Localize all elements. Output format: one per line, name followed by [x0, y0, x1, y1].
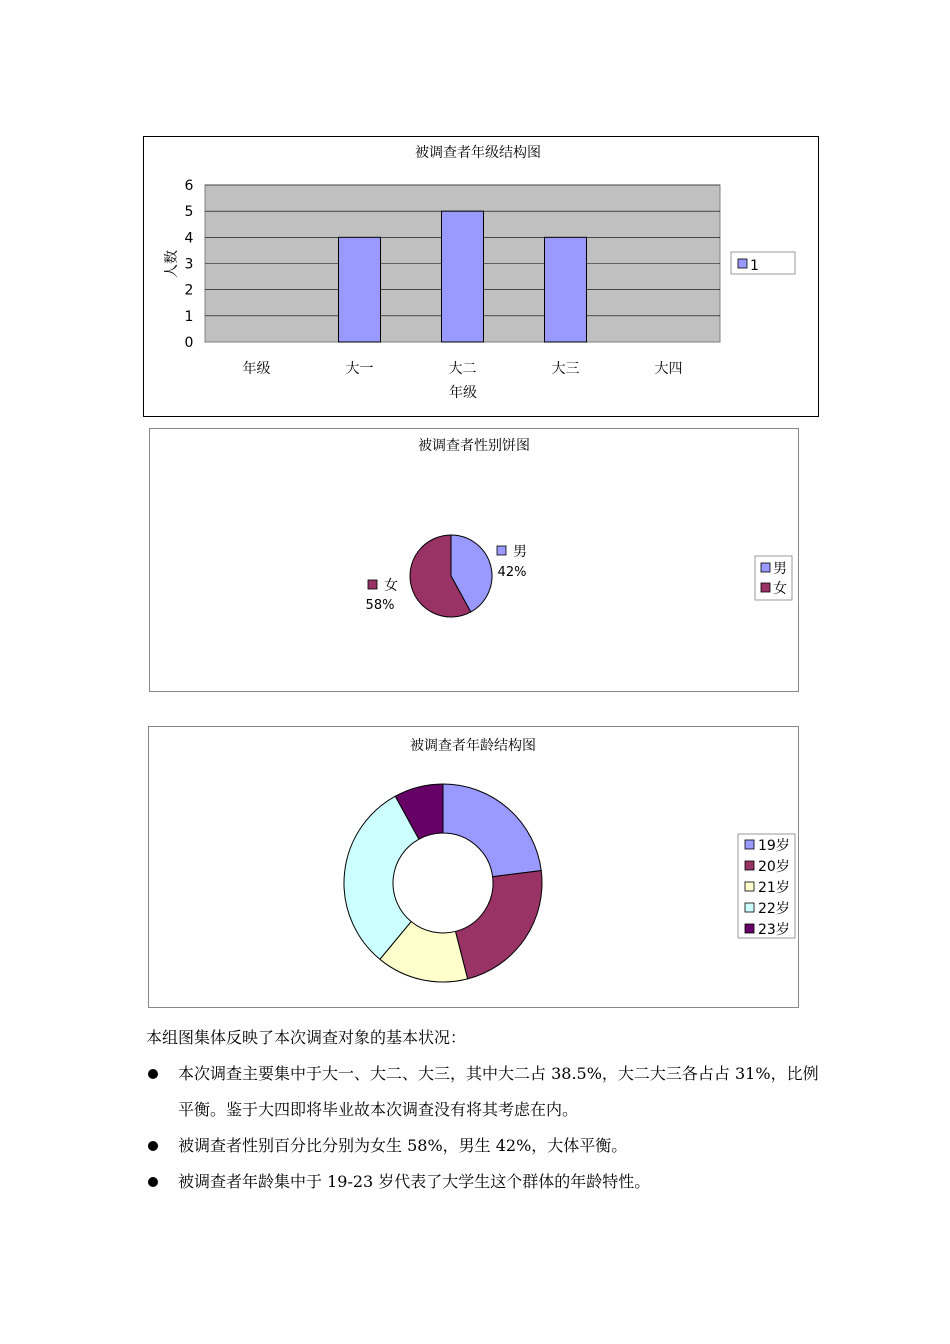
summary-bullet-text: 被调查者年龄集中于 19-23 岁代表了大学生这个群体的年龄特性。 — [178, 1172, 651, 1191]
doughnut-slice — [455, 871, 542, 979]
legend-label: 23岁 — [758, 922, 790, 938]
y-tick-label: 5 — [184, 204, 194, 221]
summary-bullet — [146, 1164, 826, 1200]
chart-title: 被调查者性别饼图 — [418, 438, 530, 454]
bar — [442, 211, 484, 342]
legend-label: 21岁 — [758, 880, 790, 896]
legend-swatch — [745, 924, 754, 933]
y-axis-label: 人数 — [164, 250, 180, 278]
x-tick-label: 大三 — [551, 361, 580, 377]
legend-swatch — [761, 563, 770, 572]
summary-intro: 本组图集体反映了本次调查对象的基本状况： — [146, 1028, 467, 1047]
legend-swatch — [745, 903, 754, 912]
legend-swatch — [745, 882, 754, 891]
chart-title: 被调查者年级结构图 — [415, 145, 541, 161]
bullet-dot-icon — [148, 1141, 158, 1151]
gender-pie-chart — [149, 428, 799, 692]
bullet-dot-icon — [148, 1177, 158, 1187]
summary-bullet — [146, 1128, 826, 1164]
summary-section — [146, 1020, 826, 1200]
x-tick-label: 大二 — [448, 361, 477, 377]
y-tick-label: 6 — [184, 178, 194, 194]
legend-label: 19岁 — [758, 838, 790, 854]
summary-bullet-text: 本次调查主要集中于大一、大二、大三，其中大二占 38.5%，大二大三各占占 31%，比例平衡。鉴于大四即将毕业故本次调查没有将其考虑在内。 — [178, 1064, 819, 1119]
data-label-swatch — [368, 580, 377, 589]
grade-bar-chart — [143, 136, 819, 417]
summary-bullet — [146, 1056, 826, 1128]
legend-swatch — [745, 861, 754, 870]
age-doughnut-chart — [148, 726, 799, 1008]
y-tick-label: 4 — [184, 230, 194, 247]
data-label-percent: 58% — [365, 598, 395, 613]
gender-pie-chart-svg — [150, 429, 798, 691]
grade-bar-chart-svg — [144, 137, 818, 416]
x-tick-label: 年级 — [242, 361, 271, 377]
legend-swatch — [738, 259, 747, 268]
y-tick-label: 1 — [184, 308, 194, 325]
legend-label: 男 — [773, 561, 787, 577]
age-doughnut-chart-svg — [149, 727, 798, 1007]
bullet-dot-icon — [148, 1069, 158, 1079]
legend-swatch — [761, 583, 770, 592]
data-label-name: 女 — [384, 578, 398, 594]
data-label-swatch — [497, 546, 506, 555]
data-label-name: 男 — [513, 544, 527, 560]
legend-label: 22岁 — [758, 901, 790, 917]
data-label-percent: 42% — [497, 565, 527, 580]
x-tick-label: 大四 — [654, 361, 683, 377]
y-tick-label: 2 — [184, 282, 194, 299]
legend-label: 1 — [750, 258, 759, 274]
legend-swatch — [745, 840, 754, 849]
x-tick-label: 大一 — [345, 361, 374, 377]
summary-bullet-text: 被调查者性别百分比分别为女生 58%，男生 42%，大体平衡。 — [178, 1136, 628, 1155]
chart-title: 被调查者年龄结构图 — [410, 738, 536, 754]
doughnut-slice — [443, 784, 541, 877]
legend-label: 20岁 — [758, 859, 790, 875]
legend-label: 女 — [773, 581, 787, 597]
bar — [545, 237, 587, 342]
y-tick-label: 0 — [184, 335, 194, 351]
bar — [339, 237, 381, 342]
x-axis-label: 年级 — [449, 385, 477, 401]
y-tick-label: 3 — [184, 256, 194, 273]
